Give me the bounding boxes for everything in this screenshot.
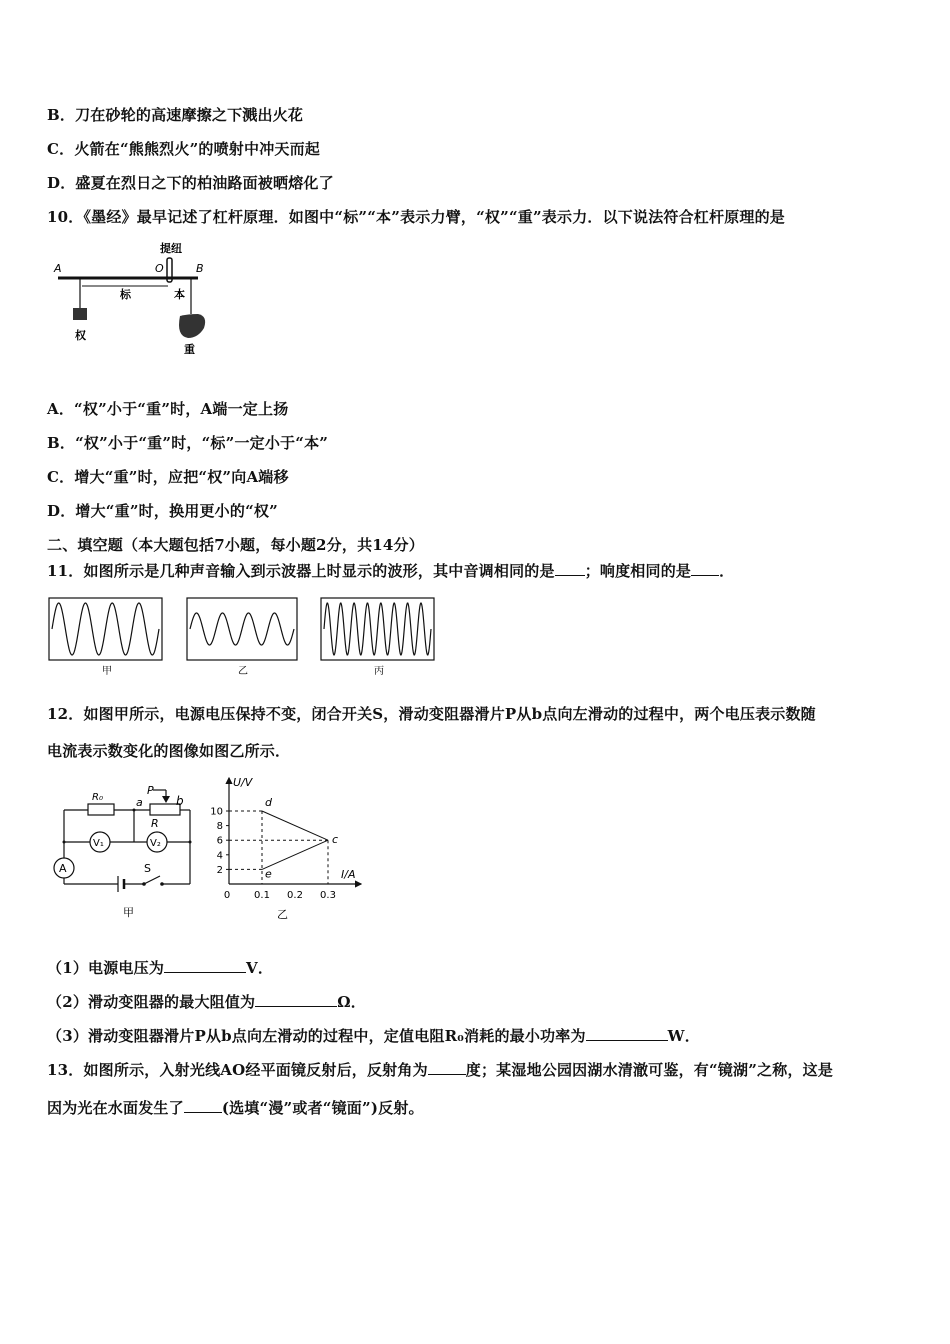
wave-jia <box>52 603 159 655</box>
q12-blank-3[interactable] <box>586 1026 668 1041</box>
q11-blank-2[interactable] <box>691 561 719 576</box>
q12-part2-unit: Ω． <box>337 993 367 1011</box>
q12-part1-text: （1）电源电压为 <box>47 959 165 977</box>
ammeter-icon: A <box>59 862 67 875</box>
q10-option-a: A．“权”小于“重”时，A端一定上扬 <box>47 400 289 418</box>
graph-xtick-label: 0.2 <box>287 890 303 901</box>
circuit-label-p: P <box>147 784 154 797</box>
lever-label-b: B <box>196 262 204 275</box>
q11-blank-1[interactable] <box>555 561 585 576</box>
q12-part1 <box>47 957 273 978</box>
q13-blank-2[interactable] <box>184 1098 222 1113</box>
q13-line2-part2: (选填“漫”或者“镜面”)反射。 <box>221 1099 424 1117</box>
voltmeter-v2-icon: V₂ <box>150 838 161 849</box>
q11-stem-part1: 11．如图所示是几种声音输入到示波器上时显示的波形，其中音调相同的是 <box>47 562 555 580</box>
lever-label-niu: 提纽 <box>160 242 182 255</box>
q12-stem-line1: 12．如图甲所示，电源电压保持不变，闭合开关S，滑动变阻器滑片P从b点向左滑动的过程中，两个电压表示数随 <box>47 705 816 723</box>
graph-y-label: U/V <box>233 776 253 789</box>
voltmeter-v1-icon: V₁ <box>93 838 104 849</box>
q12-part3-text: （3）滑动变阻器滑片P从b点向左滑动的过程中，定值电阻R₀消耗的最小功率为 <box>47 1027 586 1045</box>
q10-stem: 10．《墨经》最早记述了杠杆原理．如图中“标”“本”表示力臂，“权”“重”表示力．以下说法符合杠杆原理的是 <box>47 208 786 226</box>
graph-series-line-1 <box>262 811 328 840</box>
q10-option-d: D．增大“重”时，换用更小的“权” <box>47 502 278 520</box>
graph-ytick-label: 6 <box>216 835 223 847</box>
lever-label-biao: 标 <box>120 288 131 301</box>
q12-blank-1[interactable] <box>164 958 246 973</box>
graph-point-label-e: e <box>265 867 272 881</box>
wave-label-bing: 丙 <box>374 666 384 676</box>
q12-blank-2[interactable] <box>255 992 337 1007</box>
circuit-label-a: a <box>136 796 143 809</box>
wave-label-yi: 乙 <box>238 666 248 676</box>
circuit-figure <box>48 780 218 922</box>
circuit-label-r0: R₀ <box>92 792 103 803</box>
graph-ytick-label: 8 <box>216 821 223 833</box>
q12-part2-text: （2）滑动变阻器的最大阻值为 <box>47 993 256 1011</box>
lever-label-a: A <box>54 262 62 275</box>
graph-caption: 乙 <box>277 908 288 921</box>
q9-option-d: D．盛夏在烈日之下的柏油路面被晒熔化了 <box>47 174 334 192</box>
lever-label-ben: 本 <box>174 288 185 301</box>
q13-blank-1[interactable] <box>428 1060 466 1075</box>
q13-line1-part1: 13．如图所示，入射光线AO经平面镜反射后，反射角为 <box>47 1061 428 1079</box>
q13-line2-part1: 因为光在水面发生了 <box>47 1099 184 1117</box>
q11-stem-part3: ． <box>719 562 735 580</box>
graph-series-line-2 <box>262 840 328 869</box>
lever-label-zhong: 重 <box>184 343 195 356</box>
q10-option-c: C．增大“重”时，应把“权”向A端移 <box>47 468 289 486</box>
wave-bing <box>324 603 431 655</box>
lever-figure <box>48 236 228 361</box>
graph-xtick-label: 0 <box>223 890 231 901</box>
q11-stem-part2: ；响度相同的是 <box>584 562 692 580</box>
q12-stem-line2: 电流表示数变化的图像如图乙所示． <box>47 742 291 760</box>
graph-ytick-label: 4 <box>216 850 223 862</box>
graph-point-label-d: d <box>265 796 272 809</box>
graph-point-label-c: c <box>332 833 339 847</box>
voltage-current-graph <box>205 774 370 922</box>
circuit-label-s: S <box>144 862 151 875</box>
q12-part2 <box>47 991 366 1012</box>
q13-line2 <box>47 1097 424 1118</box>
q9-option-c: C．火箭在“熊熊烈火”的喷射中冲天而起 <box>47 140 320 158</box>
circuit-caption: 甲 <box>123 906 134 919</box>
q11-stem <box>47 560 734 581</box>
lever-label-quan: 权 <box>75 329 86 342</box>
q12-part1-unit: V． <box>246 959 274 977</box>
q9-option-b: B．刀在砂轮的高速摩擦之下溅出火花 <box>47 106 304 124</box>
graph-ytick-label: 10 <box>210 806 223 818</box>
graph-xtick-label: 0.3 <box>320 890 336 901</box>
lever-label-o: O <box>155 262 164 275</box>
q12-part3-unit: W． <box>667 1027 700 1045</box>
q10-option-b: B．“权”小于“重”时，“标”一定小于“本” <box>47 434 329 452</box>
section-heading: 二、填空题（本大题包括7小题，每小题2分，共14分） <box>47 536 424 554</box>
circuit-label-b: b <box>176 794 184 808</box>
wave-label-jia: 甲 <box>102 666 112 676</box>
circuit-label-r: R <box>151 817 159 830</box>
wave-yi <box>190 613 294 645</box>
graph-xtick-label: 0.1 <box>254 890 270 901</box>
graph-x-label: I/A <box>341 868 356 881</box>
q13-line1-part2: 度；某湿地公园因湖水清澈可鉴，有“镜湖”之称，这是 <box>465 1061 834 1079</box>
q12-part3 <box>47 1025 700 1046</box>
q13-line1 <box>47 1059 833 1080</box>
waveform-figure <box>48 596 438 676</box>
graph-ytick-label: 2 <box>216 864 223 876</box>
